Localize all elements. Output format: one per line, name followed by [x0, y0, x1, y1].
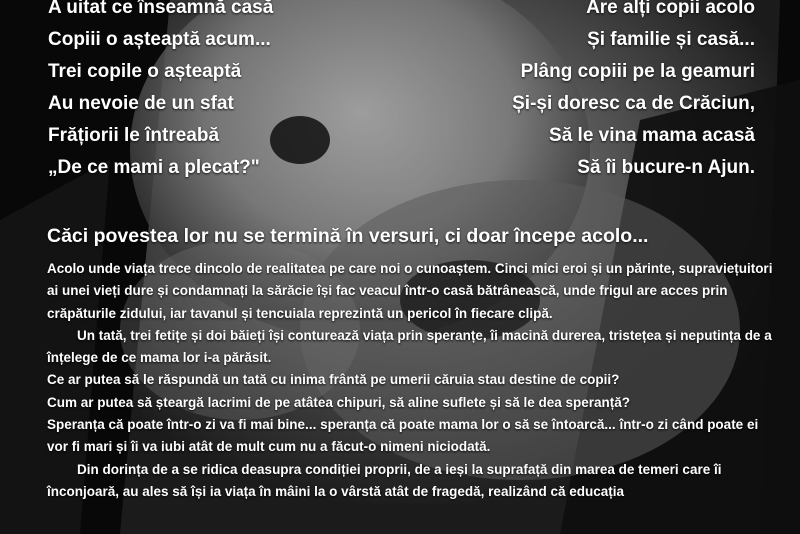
paragraph: Acolo unde viața trece dincolo de realitatea pe care noi o cunoaștem. Cinci mici eroi și un părinte, supraviețuitori ai unei vieți dure și condamnați la sărăcie își fac veacul într-o casă bătrânească, unde frigul are acces prin crăpăturile zidului, iar tavanul și tencuiala reprezintă un pericol în fiecare clipă.: [47, 261, 773, 321]
poem-line: Să le vina mama acasă: [549, 125, 755, 146]
poem-line: Și-și doresc ca de Crăciun,: [512, 93, 755, 114]
poem-line: Au nevoie de un sfat: [48, 93, 234, 114]
poem-line: Frățiorii le întreabă: [48, 125, 220, 146]
paragraph: Speranța că poate într-o zi va fi mai bine... speranța că poate mama lor o să se întoarcă... într-o zi când poate ei vor fi mari și îi va iubi atât de mult cum nu a făcut-o nimeni niciodată.: [47, 417, 759, 455]
poem-line: Și familie și casă...: [587, 29, 755, 50]
story-heading: Căci povestea lor nu se termină în versuri, ci doar începe acolo...: [47, 225, 649, 247]
poem-right-column: [512, 0, 755, 184]
poem-line: „De ce mami a plecat?": [48, 157, 260, 178]
paragraph: Cum ar putea să șteargă lacrimi de pe atâtea chipuri, să aline suflete și să le dea speranță?: [47, 394, 630, 410]
poem-line: Trei copile o așteaptă: [48, 61, 242, 82]
paragraph: Din dorința de a se ridica deasupra condiției proprii, de a ieși la suprafață din marea de temeri care îi înconjoară, au ales să își ia viața în mâini la o vârstă atât de fragedă, realizând că educația: [47, 461, 722, 499]
poem-left-column: [48, 0, 273, 184]
poem-line: Are alți copii acolo: [586, 0, 755, 18]
poem-line: Să îi bucure-n Ajun.: [577, 157, 755, 178]
poem-line: A uitat ce înseamnă casă: [48, 0, 274, 18]
paragraph: Un tată, trei fetițe și doi băieți își conturează viața prin speranțe, îi macină durerea, tristețea și neputința de a înțelege de ce mama lor i-a părăsit.: [47, 327, 772, 366]
story-body: [47, 258, 777, 503]
paragraph: Ce ar putea să le răspundă un tată cu inima frântă pe umerii căruia stau destine de copii?: [47, 372, 620, 388]
poem-line: Plâng copiii pe la geamuri: [520, 61, 755, 82]
poem-line: Copiii o așteaptă acum...: [48, 29, 271, 50]
